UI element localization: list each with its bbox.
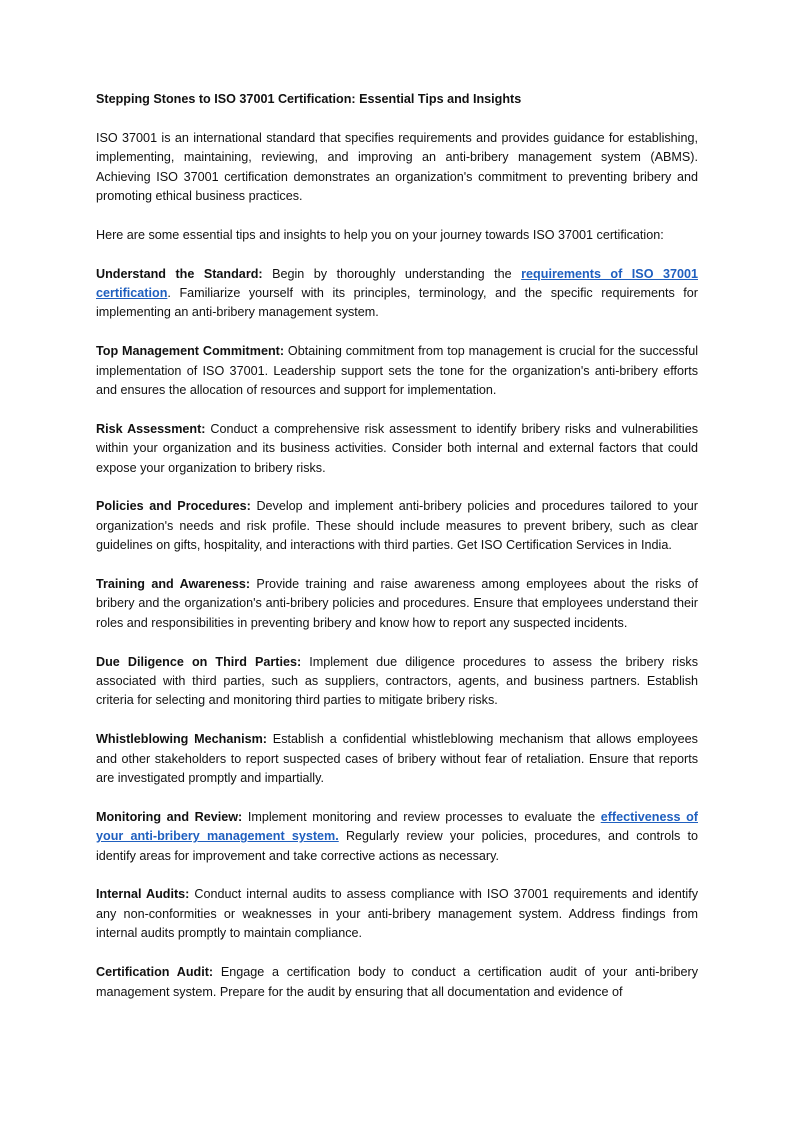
section-heading: Top Management Commitment: bbox=[96, 344, 285, 359]
section-training-awareness: Training and Awareness: Provide training and raise awareness among employees about the risks of bribery and the organization's anti-bribery policies and procedures. Ensure that employees understand their roles and responsibilities in preventing bribery and know how to report any suspected incidents. bbox=[96, 577, 698, 630]
section-heading: Internal Audits: bbox=[96, 887, 190, 902]
section-heading: Whistleblowing Mechanism: bbox=[96, 732, 267, 747]
section-policies-procedures: Policies and Procedures: Develop and implement anti-bribery policies and procedures tailored to your organization's needs and risk profile. These should include measures to prevent bribery, such as clear guidelines on gifts, hospitality, and interactions with third parties. Get ISO Certification Services in India. bbox=[96, 499, 698, 553]
section-understand-standard: Understand the Standard: Begin by thoroughly understanding the requirements of ISO 37001 certification. Familiarize yourself with its principles, terminology, and the specific requirements for implementing an anti-bribery management system. bbox=[96, 266, 698, 320]
section-due-diligence: Due Diligence on Third Parties: Implement due diligence procedures to assess the bribery risks associated with third parties, such as suppliers, contractors, agents, and business partners. Establish criteria for selecting and monitoring third parties to mitigate bribery risks. bbox=[96, 654, 698, 708]
section-heading: Understand the Standard: bbox=[96, 266, 263, 281]
section-heading: Policies and Procedures: bbox=[96, 499, 251, 514]
section-heading: Due Diligence on Third Parties: bbox=[96, 654, 302, 669]
effectiveness-link[interactable]: effectiveness of your anti-bribery management system. bbox=[96, 809, 698, 844]
section-risk-assessment: Risk Assessment: Conduct a comprehensive risk assessment to identify bribery risks and vulnerabilities within your organization and its business activities. Consider both internal and external factors that could expose your organization to bribery risks. bbox=[96, 421, 699, 475]
section-internal-audits: Internal Audits: Conduct internal audits to assess compliance with ISO 37001 requirements and identify any non-conformities or weaknesses in your anti-bribery management system. Address findings from internal audits promptly to maintain compliance. bbox=[96, 887, 699, 941]
intro-paragraph: ISO 37001 is an international standard that specifies requirements and provides guidance for establishing, implementing, maintaining, reviewing, and improving an anti-bribery management system (ABMS). Achieving ISO 37001 certification demonstrates an organization's commitment to preventing bribery and promoting ethical business practices. bbox=[96, 130, 698, 204]
section-heading: Training and Awareness: bbox=[96, 577, 251, 592]
lead-in-paragraph: Here are some essential tips and insights to help you on your journey towards ISO 37001 certification: bbox=[96, 227, 664, 242]
section-heading: Monitoring and Review: bbox=[96, 809, 243, 824]
section-heading: Risk Assessment: bbox=[96, 421, 206, 436]
document-title: Stepping Stones to ISO 37001 Certification: Essential Tips and Insights bbox=[96, 92, 522, 106]
section-monitoring-review: Monitoring and Review: Implement monitoring and review processes to evaluate the effectiveness of your anti-bribery management system. Regularly review your policies, procedures, and controls to identify areas for improvement and take corrective actions as necessary. bbox=[96, 809, 699, 863]
section-heading: Certification Audit: bbox=[96, 965, 214, 980]
section-top-management: Top Management Commitment: Obtaining commitment from top management is crucial for the successful implementation of ISO 37001. Leadership support sets the tone for the organization's anti-bribery efforts and ensures the allocation of resources and support for implementation. bbox=[96, 344, 698, 398]
section-whistleblowing: Whistleblowing Mechanism: Establish a confidential whistleblowing mechanism that allows employees and other stakeholders to report suspected cases of bribery without fear of retaliation. Ensure that reports are investigated promptly and impartially. bbox=[96, 732, 698, 786]
document-page bbox=[96, 90, 698, 1021]
section-certification-audit: Certification Audit: Engage a certification body to conduct a certification audit of your anti-bribery management system. Prepare for the audit by ensuring that all documentation and evidence of bbox=[96, 965, 698, 999]
requirements-link[interactable]: requirements of ISO 37001 certification bbox=[96, 266, 698, 301]
